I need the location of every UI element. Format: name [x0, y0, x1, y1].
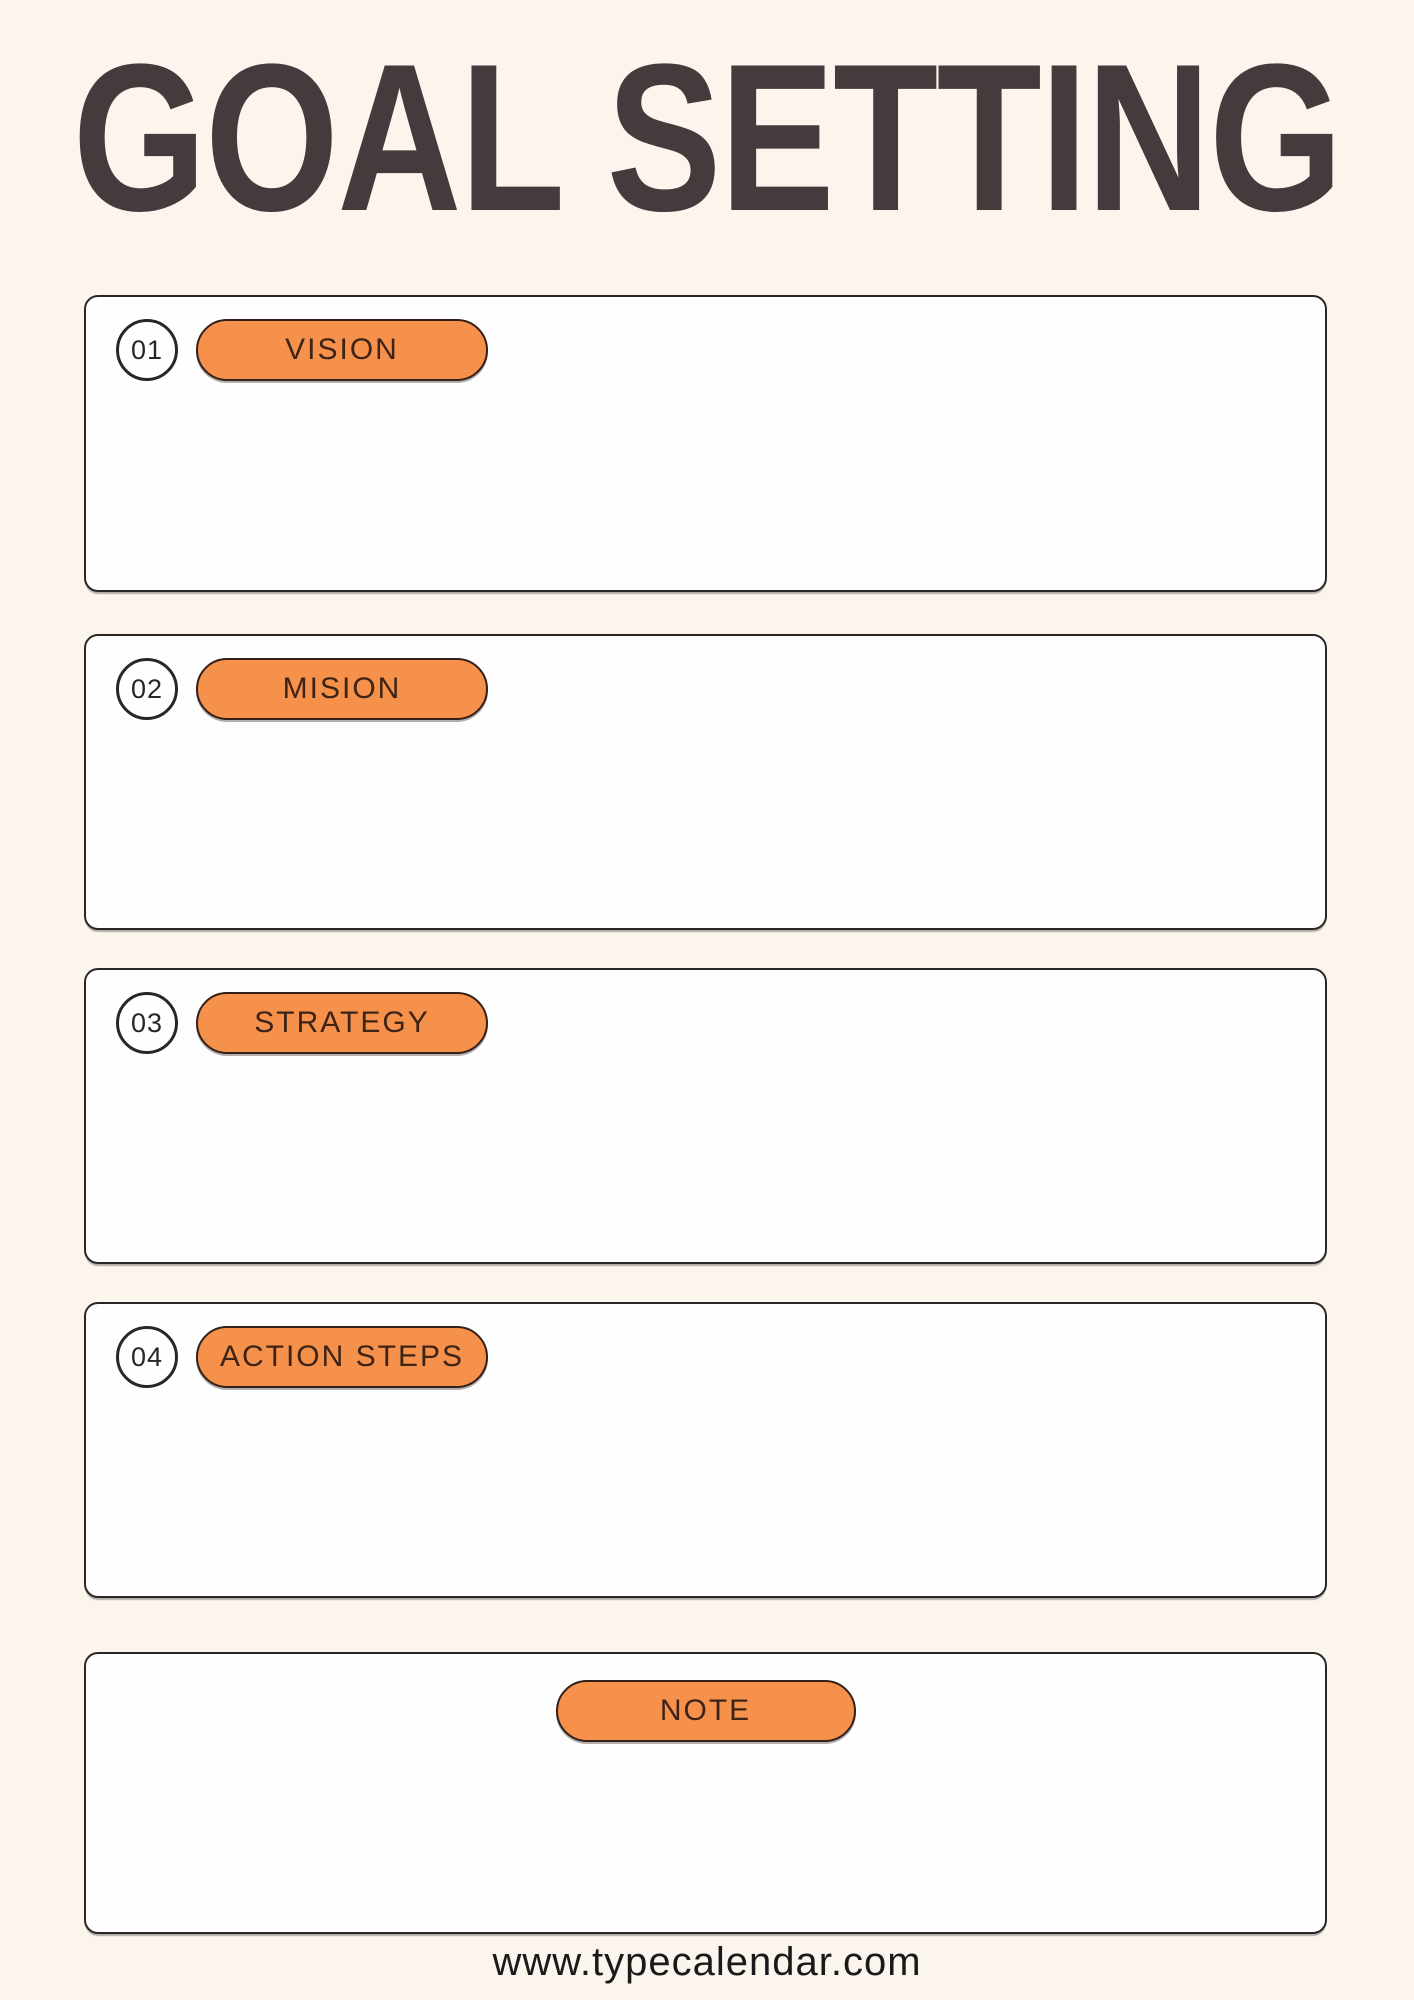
section-number: 02	[130, 673, 164, 704]
writing-area	[86, 1404, 1325, 1596]
footer-website: www.typecalendar.com	[492, 1940, 922, 1984]
note-box	[84, 1652, 1327, 1934]
note-label: NOTE	[659, 1694, 752, 1727]
section-number-badge	[116, 992, 178, 1054]
note-label-pill	[556, 1680, 856, 1742]
section-number: 04	[130, 1341, 164, 1372]
note-header	[86, 1680, 1325, 1742]
section-label-pill	[196, 992, 488, 1054]
section-header	[116, 658, 1295, 720]
section-header	[116, 992, 1295, 1054]
section-header	[116, 319, 1295, 381]
page-title: GOAL SETTING	[72, 20, 1342, 255]
section-number: 01	[130, 334, 164, 365]
writing-area	[86, 1070, 1325, 1262]
section-label: ACTION STEPS	[219, 1340, 465, 1373]
section-number-badge	[116, 1326, 178, 1388]
section-number-badge	[116, 319, 178, 381]
section-label-pill	[196, 1326, 488, 1388]
section-number-badge	[116, 658, 178, 720]
section-box-mision	[84, 634, 1327, 930]
section-label: STRATEGY	[254, 1006, 430, 1039]
writing-area	[86, 397, 1325, 590]
section-label-pill	[196, 658, 488, 720]
writing-area	[86, 1754, 1325, 1932]
section-label: MISION	[282, 672, 402, 705]
section-box-strategy	[84, 968, 1327, 1264]
section-label: VISION	[285, 333, 399, 366]
section-label-pill	[196, 319, 488, 381]
section-box-action-steps	[84, 1302, 1327, 1598]
writing-area	[86, 736, 1325, 928]
section-box-vision	[84, 295, 1327, 592]
section-number: 03	[130, 1007, 164, 1038]
section-header	[116, 1326, 1295, 1388]
